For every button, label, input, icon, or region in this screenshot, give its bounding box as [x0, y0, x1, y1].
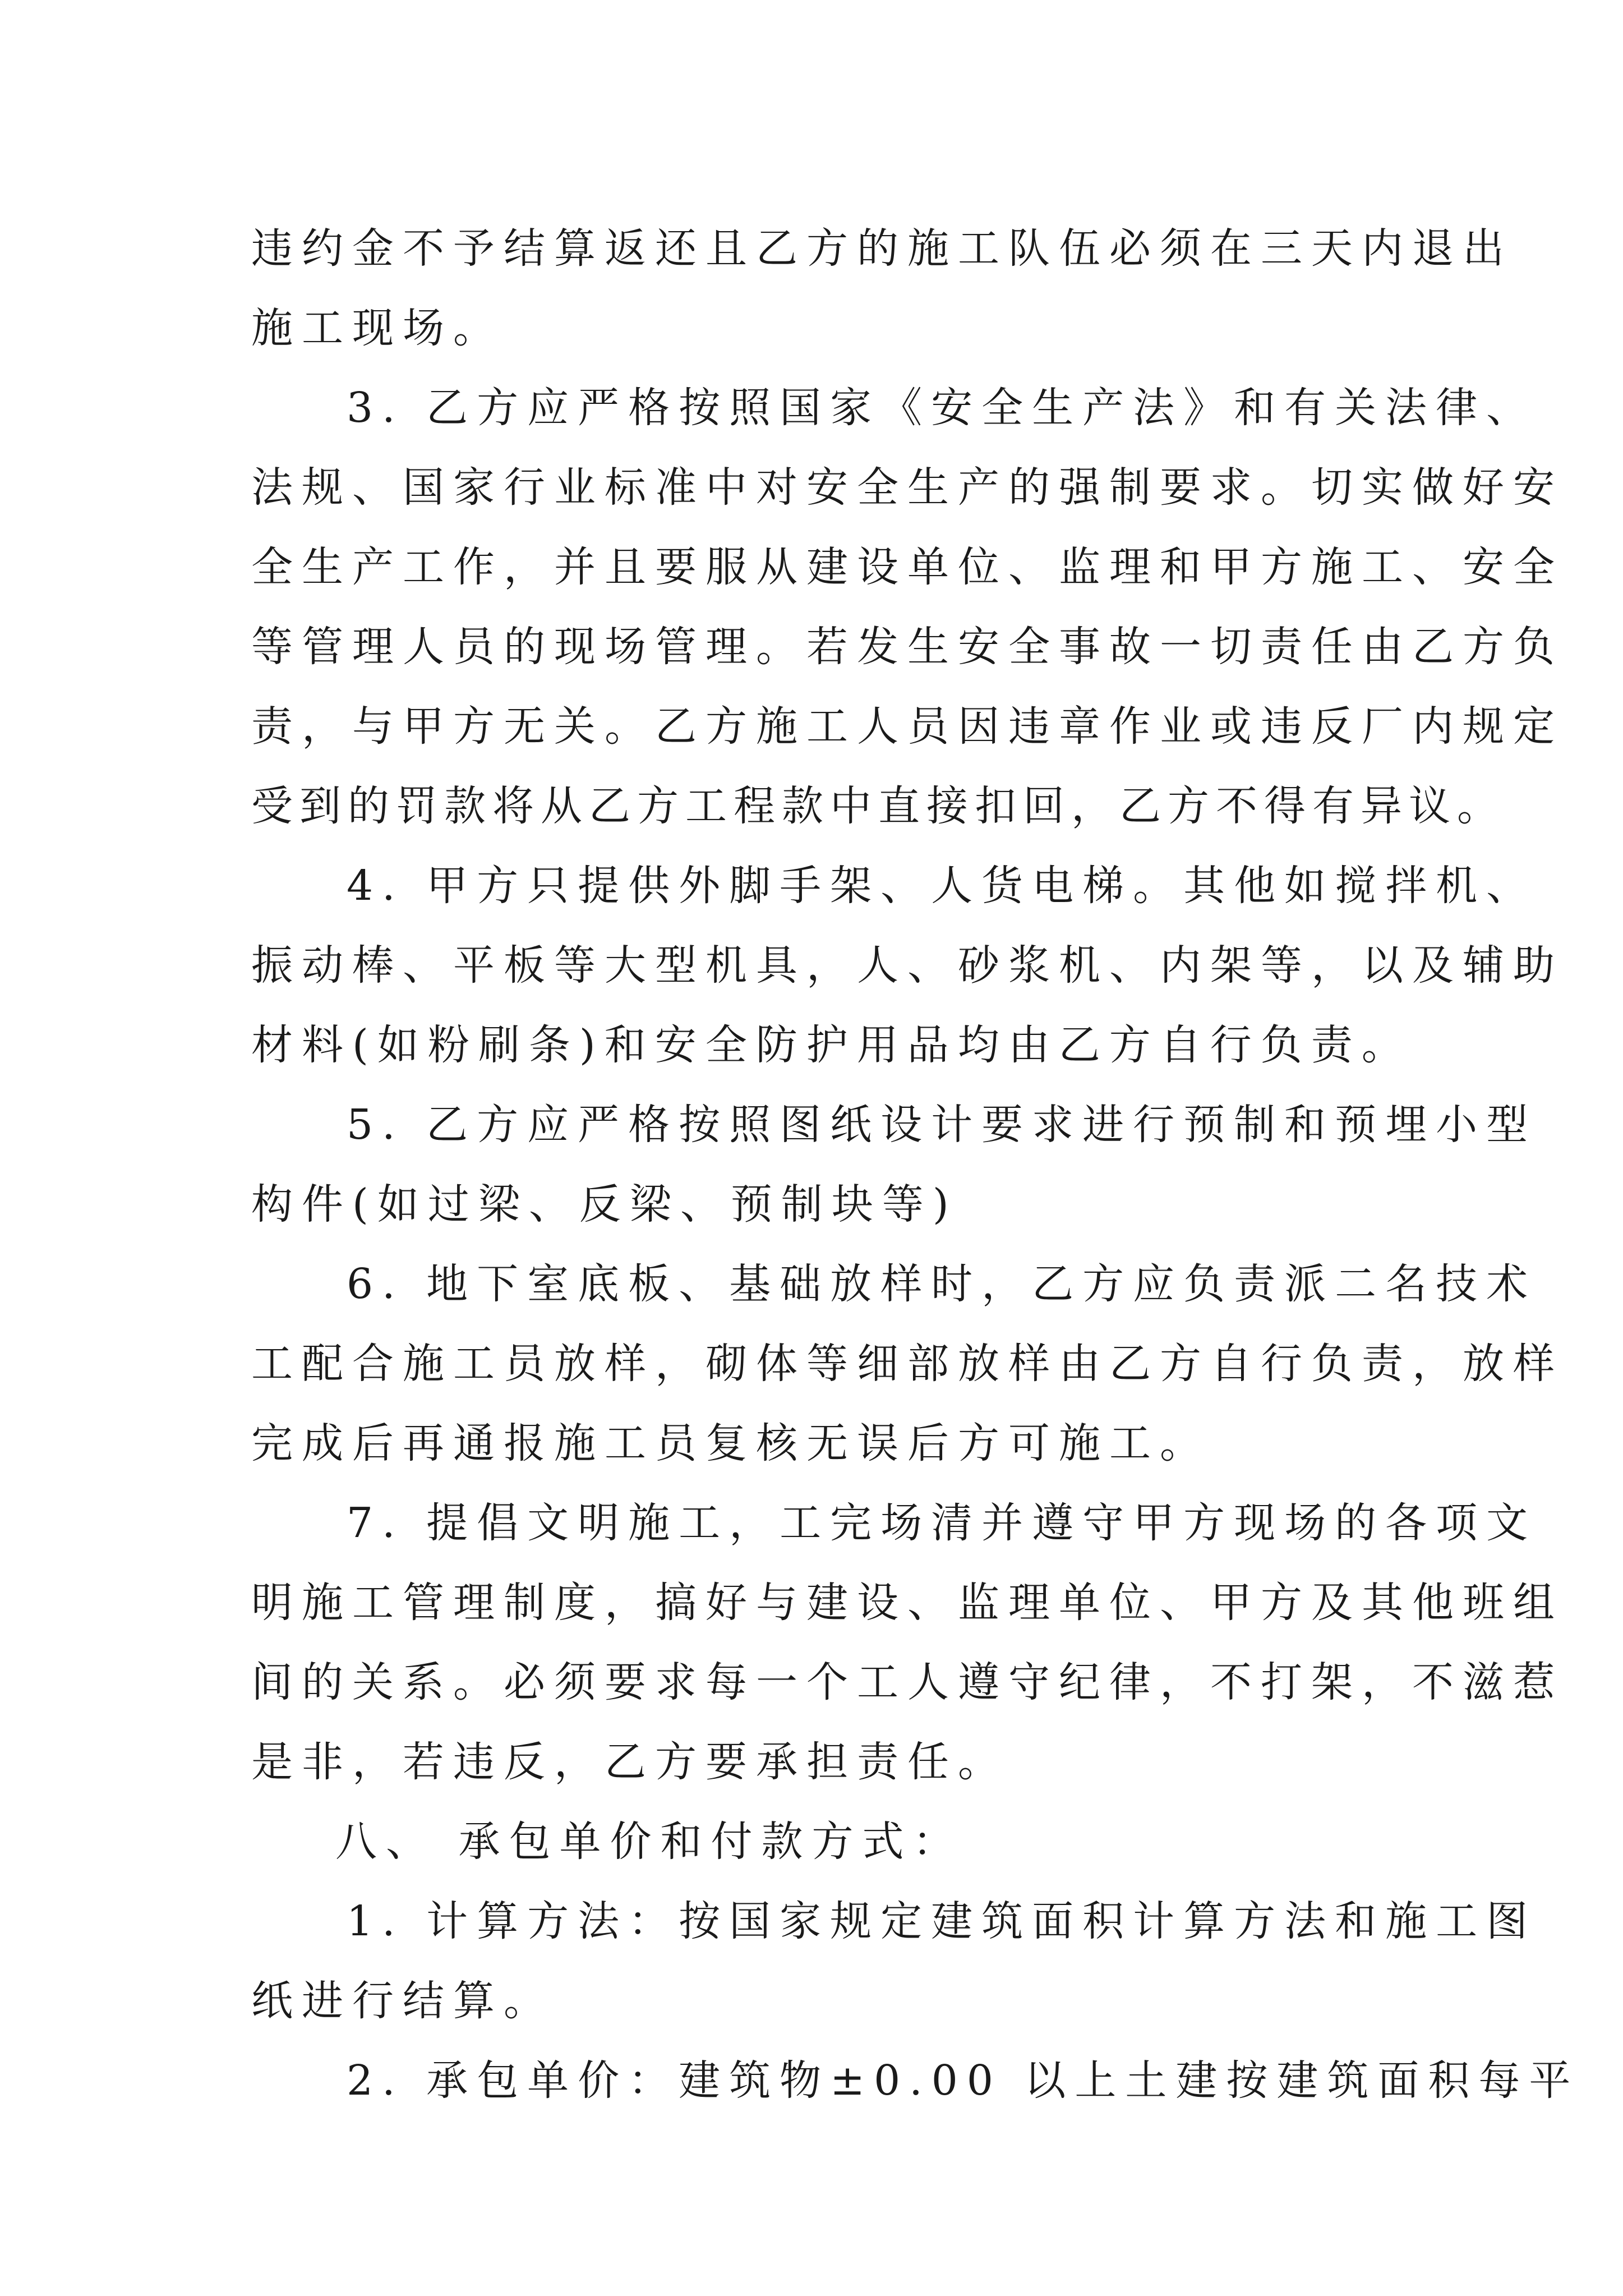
clause-6-line: 6. 地下室底板、基础放样时，乙方应负责派二名技术	[347, 1260, 1537, 1308]
text-line: 振动棒、平板等大型机具，人、砂浆机、内架等，以及辅助	[251, 941, 1564, 990]
text-line: 明施工管理制度，搞好与建设、监理单位、甲方及其他班组	[251, 1579, 1564, 1627]
text-line: 全生产工作，并且要服从建设单位、监理和甲方施工、安全	[251, 543, 1564, 591]
text-line: 是非，若违反，乙方要承担责任。	[251, 1738, 1008, 1786]
section-heading-8: 八、 承包单价和付款方式：	[335, 1818, 963, 1866]
clause-3-line: 3. 乙方应严格按照国家《安全生产法》和有关法律、	[347, 384, 1537, 432]
text-line: 受到的罚款将从乙方工程款中直接扣回，乙方不得有异议。	[251, 782, 1505, 830]
clause-7-line: 7. 提倡文明施工，工完场清并遵守甲方现场的各项文	[347, 1499, 1537, 1547]
clause-8-1-line: 1. 计算方法：按国家规定建筑面积计算方法和施工图	[347, 1897, 1537, 1945]
text-line: 完成后再通报施工员复核无误后方可施工。	[251, 1419, 1210, 1467]
text-line: 材料(如粉刷条)和安全防护用品均由乙方自行负责。	[251, 1021, 1412, 1069]
clause-4-line: 4. 甲方只提供外脚手架、人货电梯。其他如搅拌机、	[347, 862, 1537, 910]
text-line: 构件(如过梁、反梁、预制块等)	[251, 1180, 958, 1228]
text-line: 等管理人员的现场管理。若发生安全事故一切责任由乙方负	[251, 623, 1564, 671]
text-line: 违约金不予结算返还且乙方的施工队伍必须在三天内退出	[251, 224, 1513, 273]
document-body	[251, 209, 1580, 2120]
text-line: 法规、国家行业标准中对安全生产的强制要求。切实做好安	[251, 463, 1564, 512]
text-line: 责，与甲方无关。乙方施工人员因违章作业或违反厂内规定	[251, 702, 1564, 751]
text-line: 施工现场。	[251, 304, 504, 352]
text-line: 间的关系。必须要求每一个工人遵守纪律，不打架，不滋惹	[251, 1658, 1564, 1706]
text-line: 工配合施工员放样，砌体等细部放样由乙方自行负责，放样	[251, 1340, 1564, 1388]
clause-8-2-line: 2. 承包单价：建筑物±0.00 以上土建按建筑面积每平	[347, 2056, 1580, 2105]
clause-5-line: 5. 乙方应严格按照图纸设计要求进行预制和预埋小型	[347, 1101, 1537, 1149]
text-line: 纸进行结算。	[251, 1977, 554, 2025]
